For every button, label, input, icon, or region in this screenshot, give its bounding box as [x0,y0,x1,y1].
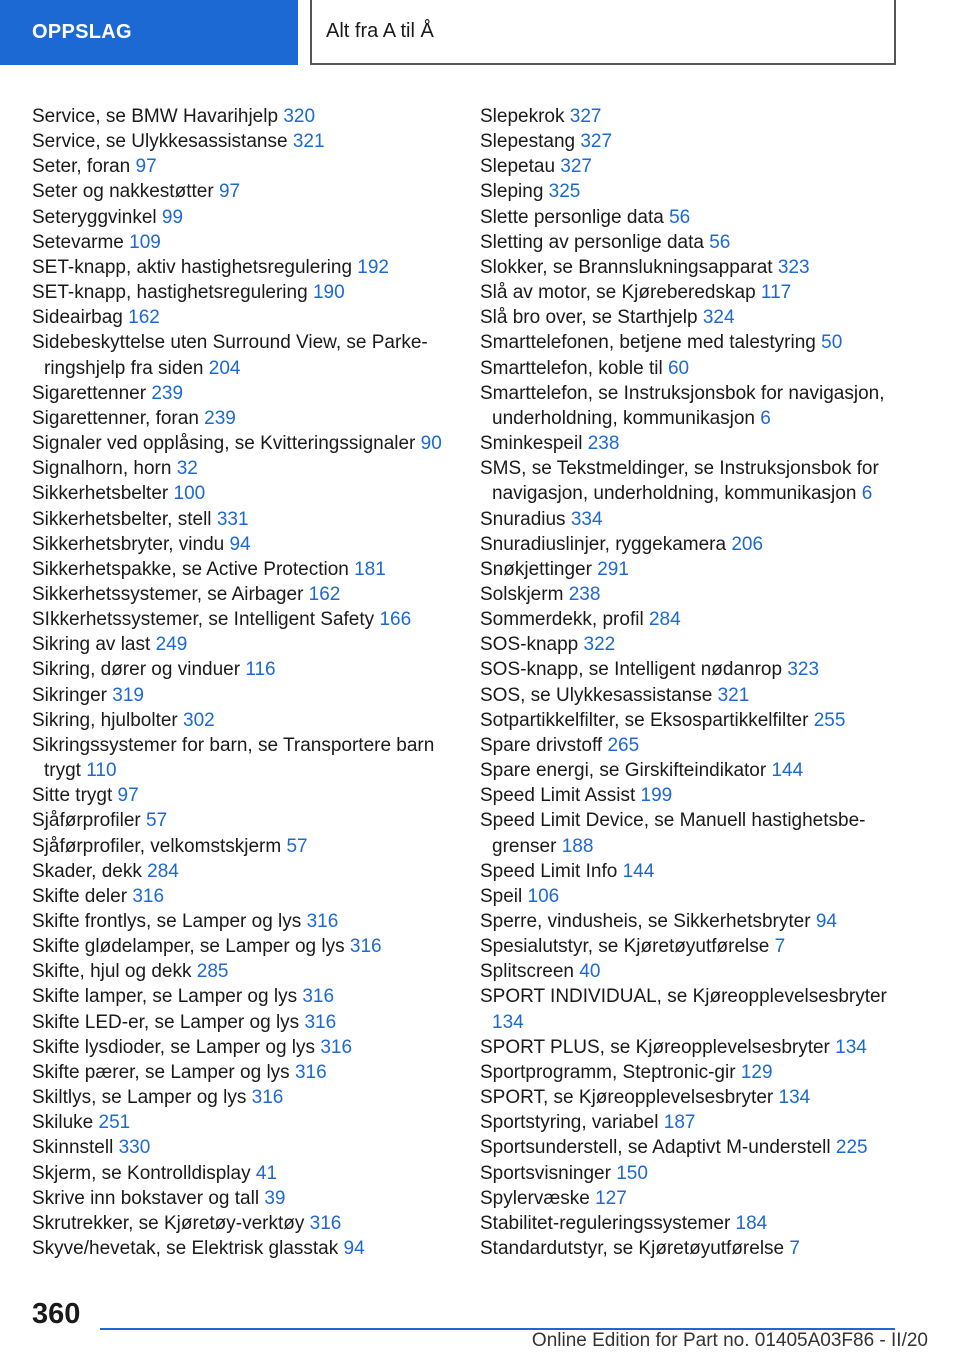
index-entry [32,1135,447,1160]
index-term: Spare energi, se Girskifteindikator [480,760,767,782]
index-term: Sideairbag [32,307,123,329]
page-reference-link[interactable]: 320 [283,106,316,127]
page-reference-link[interactable]: 134 [778,1087,811,1109]
index-term: Sikring av last [32,634,151,656]
index-term: SIkkerhetssystemer, se Intelligent Safety [32,609,375,631]
index-term: Skyve/hevetak, se Elektrisk glasstak [32,1238,339,1260]
index-entry [32,808,447,833]
index-entry [480,330,895,355]
page-reference-link[interactable]: 94 [343,1238,365,1260]
page-reference-link[interactable]: 187 [663,1112,696,1134]
page-reference-link[interactable]: 109 [129,231,161,253]
index-term: Skifte lamper, se Lamper og lys [32,986,298,1008]
index-term: Sitte trygt [32,785,113,807]
index-entry [480,1236,895,1261]
page-reference-link[interactable]: 116 [245,659,276,681]
index-term: Speed Limit Info [480,860,618,882]
page-reference-link[interactable]: 94 [229,533,251,555]
page-reference-link[interactable]: 316 [294,1061,327,1083]
index-entry [32,1236,447,1261]
page-reference-link[interactable]: 41 [255,1162,278,1184]
index-term: Skrutrekker, se Kjøretøy-verktøy [32,1212,305,1234]
index-term: Speil [480,885,523,907]
index-entry [480,733,895,758]
page-reference-link[interactable]: 321 [717,684,750,706]
page-reference-link[interactable]: 316 [132,885,165,907]
page-reference-link[interactable]: 316 [304,1011,337,1033]
index-term: Speed Limit Assist [480,785,636,807]
index-entry [32,431,447,456]
index-term: Service, se Ulykkesassistanse [32,131,288,153]
page-reference-link[interactable]: 188 [561,835,594,857]
page-reference-link[interactable]: 204 [208,357,241,379]
index-entry [480,280,895,305]
index-term: Sjåførprofiler [32,810,141,832]
page-reference-link[interactable]: 134 [835,1036,867,1058]
index-term: Sportstyring, variabel [480,1112,659,1134]
index-entry [32,1110,447,1135]
index-entry [480,959,895,984]
index-term: Sportsvisninger [480,1162,611,1184]
index-term: Skifte lysdioder, se Lamper og lys [32,1036,316,1058]
page-reference-link[interactable]: 302 [183,709,215,731]
index-entry [32,834,447,859]
index-entry [480,305,895,330]
index-entry [480,1161,895,1186]
index-term: Seter, foran [32,156,131,178]
index-entry [480,230,895,255]
index-entry [32,481,447,506]
index-entry [480,607,895,632]
page-reference-link[interactable]: 284 [648,609,681,631]
index-column-left [32,104,447,1261]
index-entry [480,456,895,506]
index-term: Smarttelefonen, betjene med talestyring [480,332,816,354]
index-entry [480,154,895,179]
index-entry [32,456,447,481]
index-entry [32,305,447,330]
index-term: Splitscreen [480,961,574,983]
index-entry [32,1085,447,1110]
index-entry [32,205,447,230]
page-reference-link[interactable]: 57 [146,810,168,832]
index-term: Skifte glødelamper, se Lamper og lys [32,936,345,958]
index-entry [32,607,447,632]
index-term: Service, se BMW Havarihjelp [32,106,279,127]
page-reference-link[interactable]: 97 [218,181,241,203]
index-entry [32,657,447,682]
index-entry [480,708,895,733]
page-reference-link[interactable]: 32 [176,458,198,480]
index-entry [32,532,447,557]
index-term: Solskjerm [480,583,564,605]
page-reference-link[interactable]: 239 [204,407,236,429]
index-term: Signalhorn, horn [32,458,172,480]
index-term: Standardutstyr, se Kjøretøyutførelse [480,1238,785,1260]
page-reference-link[interactable]: 251 [98,1112,131,1134]
page-reference-link[interactable]: 134 [492,1011,524,1033]
section-label: OPPSLAG [32,21,132,43]
index-entry [32,1010,447,1035]
index-term: SET-knapp, hastighetsregulering [32,282,308,304]
page-reference-link[interactable]: 100 [173,483,206,505]
page-reference-link[interactable]: 144 [622,860,655,882]
index-entry [480,984,895,1034]
index-term: Spare drivstoff [480,734,603,756]
index-entry [480,205,895,230]
page-reference-link[interactable]: 238 [568,583,601,605]
page-reference-link[interactable]: 192 [357,256,389,278]
index-term: Slepestang [480,131,576,153]
index-entry [480,632,895,657]
page-reference-link[interactable]: 150 [616,1162,648,1184]
index-entry [32,179,447,204]
page-reference-link[interactable]: 316 [302,986,335,1008]
index-entry [32,255,447,280]
index-entry [480,1211,895,1236]
index-entry [32,406,447,431]
index-term: Skrive inn bokstaver og tall [32,1187,260,1209]
index-entry [32,154,447,179]
index-term: Smarttelefon, se Instruksjonsbok for navigasjon, underholdning, kommunikasjon [480,382,885,429]
index-entry [32,783,447,808]
page-reference-link[interactable]: 184 [735,1212,768,1234]
chapter-title-box [310,0,896,65]
index-term: Slepekrok [480,106,565,127]
index-term: Sjåførprofiler, velkomstskjerm [32,835,282,857]
index-term: SPORT INDIVIDUAL, se Kjøreopplevelsesbryter [480,986,887,1008]
page-reference-link[interactable]: 323 [777,256,810,278]
index-entry [480,179,895,204]
index-entry [480,507,895,532]
page-reference-link[interactable]: 239 [151,382,184,404]
index-entry [32,859,447,884]
index-term: Sikring, dører og vinduer [32,659,241,681]
page-reference-link[interactable]: 162 [128,307,160,329]
page-reference-link[interactable]: 144 [771,760,804,782]
page-reference-link[interactable]: 40 [579,961,601,983]
page-reference-link[interactable]: 291 [597,558,629,580]
index-term: Sigarettenner, foran [32,407,199,429]
index-term: Skiluke [32,1112,94,1134]
index-entry [32,381,447,406]
page-reference-link[interactable]: 206 [731,533,764,555]
page-reference-link[interactable]: 321 [292,131,325,153]
index-term: SOS-knapp [480,634,579,656]
index-term: Stabilitet-reguleringssystemer [480,1212,731,1234]
index-term: Sportprogramm, Steptronic-gir [480,1061,736,1083]
page-reference-link[interactable]: 127 [595,1187,627,1209]
page-reference-link[interactable]: 99 [161,206,184,228]
page-reference-link[interactable]: 316 [349,936,382,958]
page-reference-link[interactable]: 7 [789,1238,800,1260]
index-term: Smarttelefon, koble til [480,357,663,379]
index-entry [32,582,447,607]
index-entry [480,532,895,557]
index-term: SPORT PLUS, se Kjøreopplevelsesbryter [480,1036,830,1058]
index-term: Snuradius [480,508,566,530]
index-entry [32,1060,447,1085]
index-term: SPORT, se Kjøreopplevelsesbryter [480,1087,774,1109]
index-term: Sidebeskyttelse uten Surround View, se Parkeringshjelp fra siden [32,332,428,379]
index-term: Spesialutstyr, se Kjøretøyutførelse [480,936,770,958]
page-reference-link[interactable]: 60 [667,357,690,379]
page-reference-link[interactable]: 110 [86,760,117,782]
index-term: Skifte pærer, se Lamper og lys [32,1061,290,1083]
index-entry [480,557,895,582]
page-reference-link[interactable]: 6 [861,483,873,505]
index-entry [480,129,895,154]
index-entry [480,104,895,129]
index-entry [32,884,447,909]
index-term: Skiltlys, se Lamper og lys [32,1087,247,1109]
page-reference-link[interactable]: 6 [760,407,771,429]
index-entry [480,1085,895,1110]
index-term: Skifte deler [32,885,128,907]
index-term: Seter og nakkestøtter [32,181,214,203]
page-reference-link[interactable]: 117 [760,282,792,304]
page-reference-link[interactable]: 39 [264,1187,286,1209]
index-entry [480,657,895,682]
index-term: Sommerdekk, profil [480,609,644,631]
index-entry [480,1135,895,1160]
index-term: Slå bro over, se Starthjelp [480,307,698,329]
index-term: Sportsunderstell, se Adaptivt M-understell [480,1137,831,1159]
page-reference-link[interactable]: 285 [196,961,229,983]
page-reference-link[interactable]: 249 [155,634,188,656]
page-reference-link[interactable]: 129 [740,1061,773,1083]
index-entry [32,230,447,255]
page-reference-link[interactable]: 166 [379,609,412,631]
index-entry [480,1035,895,1060]
index-term: Sotpartikkelfilter, se Eksospartikkelfilter [480,709,809,731]
page-number: 360 [32,1298,81,1330]
page-reference-link[interactable]: 106 [527,885,560,907]
index-column-right [480,104,895,1261]
page-reference-link[interactable]: 94 [815,911,837,932]
index-term: Signaler ved opplåsing, se Kvitteringssignaler [32,433,416,455]
index-entry [32,280,447,305]
index-entry [480,758,895,783]
index-entry [32,984,447,1009]
index-term: Sigarettenner [32,382,147,404]
index-entry [32,507,447,532]
index-term: Setevarme [32,231,124,253]
index-term: Sikkerhetsbelter [32,483,169,505]
index-term: Sikkerhetssystemer, se Airbager [32,583,304,605]
index-entry [32,733,447,783]
page-reference-link[interactable]: 284 [147,860,179,882]
index-term: Slepetau [480,156,556,178]
index-term: Snuradiuslinjer, ryggekamera [480,533,727,555]
edition-note: Online Edition for Part no. 01405A03F86 - II/20 [531,1330,928,1351]
index-entry [32,1211,447,1236]
index-term: Skjerm, se Kontrolldisplay [32,1162,251,1184]
page-reference-link[interactable]: 316 [306,911,339,932]
index-term: Sminkespeil [480,433,583,455]
index-entry [480,783,895,808]
index-term: Slokker, se Brannslukningsapparat [480,256,773,278]
index-entry [32,632,447,657]
index-entry [32,557,447,582]
index-entry [32,909,447,934]
index-term: Slå av motor, se Kjøreberedskap [480,282,756,304]
index-entry [480,381,895,431]
index-term: SMS, se Tekstmeldinger, se Instruksjonsbok for navigasjon, underholdning, kommunikasjon [480,458,879,505]
index-term: Snøkjettinger [480,558,592,580]
page-reference-link[interactable]: 325 [548,181,581,203]
index-term: Slette personlige data [480,206,664,228]
index-entry [480,1060,895,1085]
index-entry [32,104,447,129]
page-reference-link[interactable]: 56 [709,231,731,253]
section-tab [0,0,298,65]
page-reference-link[interactable]: 316 [320,1036,353,1058]
index-term: Sikringer [32,684,107,706]
page-reference-link[interactable]: 330 [118,1137,151,1159]
index-entry [480,808,895,858]
page-reference-link[interactable]: 323 [787,659,820,681]
index-entry [480,884,895,909]
index-entry [480,934,895,959]
index-term: SET-knapp, aktiv hastighetsregulering [32,256,353,278]
page-reference-link[interactable]: 97 [135,156,157,178]
index-term: Skader, dekk [32,860,142,882]
index-term: Sleping [480,181,544,203]
page-reference-link[interactable]: 327 [560,156,592,178]
index-term: Skinnstell [32,1137,114,1159]
page-reference-link[interactable]: 57 [286,835,308,857]
index-term: SOS, se Ulykkesassistanse [480,684,713,706]
index-term: Sikkerhetsbelter, stell [32,508,212,530]
index-term: Sperre, vindusheis, se Sikkerhetsbryter [480,911,811,932]
index-entry [32,934,447,959]
page-reference-link[interactable]: 199 [640,785,673,807]
index-entry [32,1161,447,1186]
page-reference-link[interactable]: 265 [607,734,640,756]
index-term: Sletting av personlige data [480,231,704,253]
page-reference-link[interactable]: 56 [669,206,691,228]
index-term: Skifte, hjul og dekk [32,961,192,983]
index-entry [480,582,895,607]
page-reference-link[interactable]: 327 [569,106,602,127]
page-reference-link[interactable]: 331 [216,508,249,530]
index-entry [32,330,447,380]
index-entry [32,959,447,984]
index-entry [480,255,895,280]
page-reference-link[interactable]: 319 [112,684,144,706]
index-entry [32,708,447,733]
index-term: Sikkerhetspakke, se Active Protection [32,558,349,580]
index-entry [480,356,895,381]
page-reference-link[interactable]: 316 [309,1212,342,1234]
index-entry [480,431,895,456]
index-entry [480,1110,895,1135]
index-term: Sikkerhetsbryter, vindu [32,533,225,555]
chapter-title: Alt fra A til Å [326,20,434,42]
index-term: Sikring, hjulbolter [32,709,178,731]
page-reference-link[interactable]: 322 [583,634,616,656]
index-entry [480,1186,895,1211]
page-reference-link[interactable]: 327 [580,131,613,153]
page-reference-link[interactable]: 238 [587,433,620,455]
index-term: Skifte LED-er, se Lamper og lys [32,1011,300,1033]
index-entry [32,1035,447,1060]
index-entry [32,1186,447,1211]
page-reference-link[interactable]: 50 [821,332,843,354]
index-entry [480,859,895,884]
index-term: SOS-knapp, se Intelligent nødanrop [480,659,783,681]
page-reference-link[interactable]: 90 [420,433,442,455]
page-reference-link[interactable]: 324 [702,307,735,329]
index-term: Seteryggvinkel [32,206,157,228]
page-reference-link[interactable]: 97 [117,785,139,807]
index-term: Sikringssystemer for barn, se Transportere barn trygt [32,734,435,782]
page-reference-link[interactable]: 316 [251,1087,284,1109]
page-reference-link[interactable]: 225 [835,1137,868,1159]
index-entry [480,683,895,708]
index-entry [480,909,895,934]
page-reference-link[interactable]: 162 [308,583,341,605]
page-reference-link[interactable]: 334 [570,508,603,530]
page-reference-link[interactable]: 181 [354,558,386,580]
page-reference-link[interactable]: 7 [774,936,786,958]
index-term: Speed Limit Device, se Manuell hastighetsbegrenser [480,810,866,857]
index-term: Spylervæske [480,1187,590,1209]
page-reference-link[interactable]: 190 [312,282,345,304]
index-term: Skifte frontlys, se Lamper og lys [32,911,302,932]
index-entry [32,683,447,708]
page-reference-link[interactable]: 255 [813,709,846,731]
index-entry [32,129,447,154]
